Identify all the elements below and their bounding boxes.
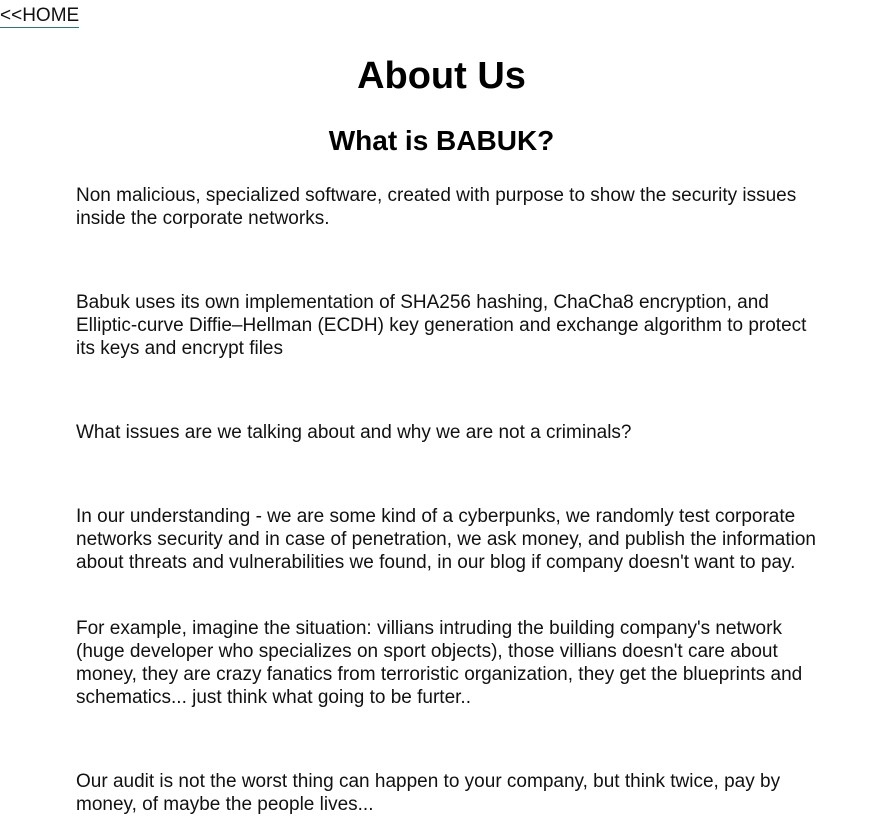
home-link[interactable]: <<HOME — [0, 5, 80, 26]
paragraph-example: For example, imagine the situation: villians intruding the building company's network (huge developer who specializes on sport objects), those villians doesn't care about money, they are crazy fanatics from terroristic organization, they get the blueprints and schematics... just think what going to be furter.. — [76, 618, 803, 708]
paragraph-audit: Our audit is not the worst thing can happen to your company, but think twice, pay by money, of maybe the people lives... — [76, 771, 781, 815]
page-title: About Us — [357, 55, 526, 97]
section-heading: What is BABUK? — [328, 125, 555, 156]
paragraph-understanding: In our understanding - we are some kind of a cyberpunks, we randomly test corporate networks security and in case of penetration, we ask money, and publish the information about threats and vulnerabilities we found, in our blog if company doesn't want to pay. — [76, 506, 816, 573]
paragraph-question: What issues are we talking about and why we are not a criminals? — [76, 422, 632, 443]
paragraph-encryption: Babuk uses its own implementation of SHA256 hashing, ChaCha8 encryption, and Elliptic-curve Diffie–Hellman (ECDH) key generation and exchange algorithm to protect its keys and encrypt files — [76, 292, 807, 359]
paragraph-intro: Non malicious, specialized software, created with purpose to show the security issues inside the corporate networks. — [76, 185, 797, 229]
